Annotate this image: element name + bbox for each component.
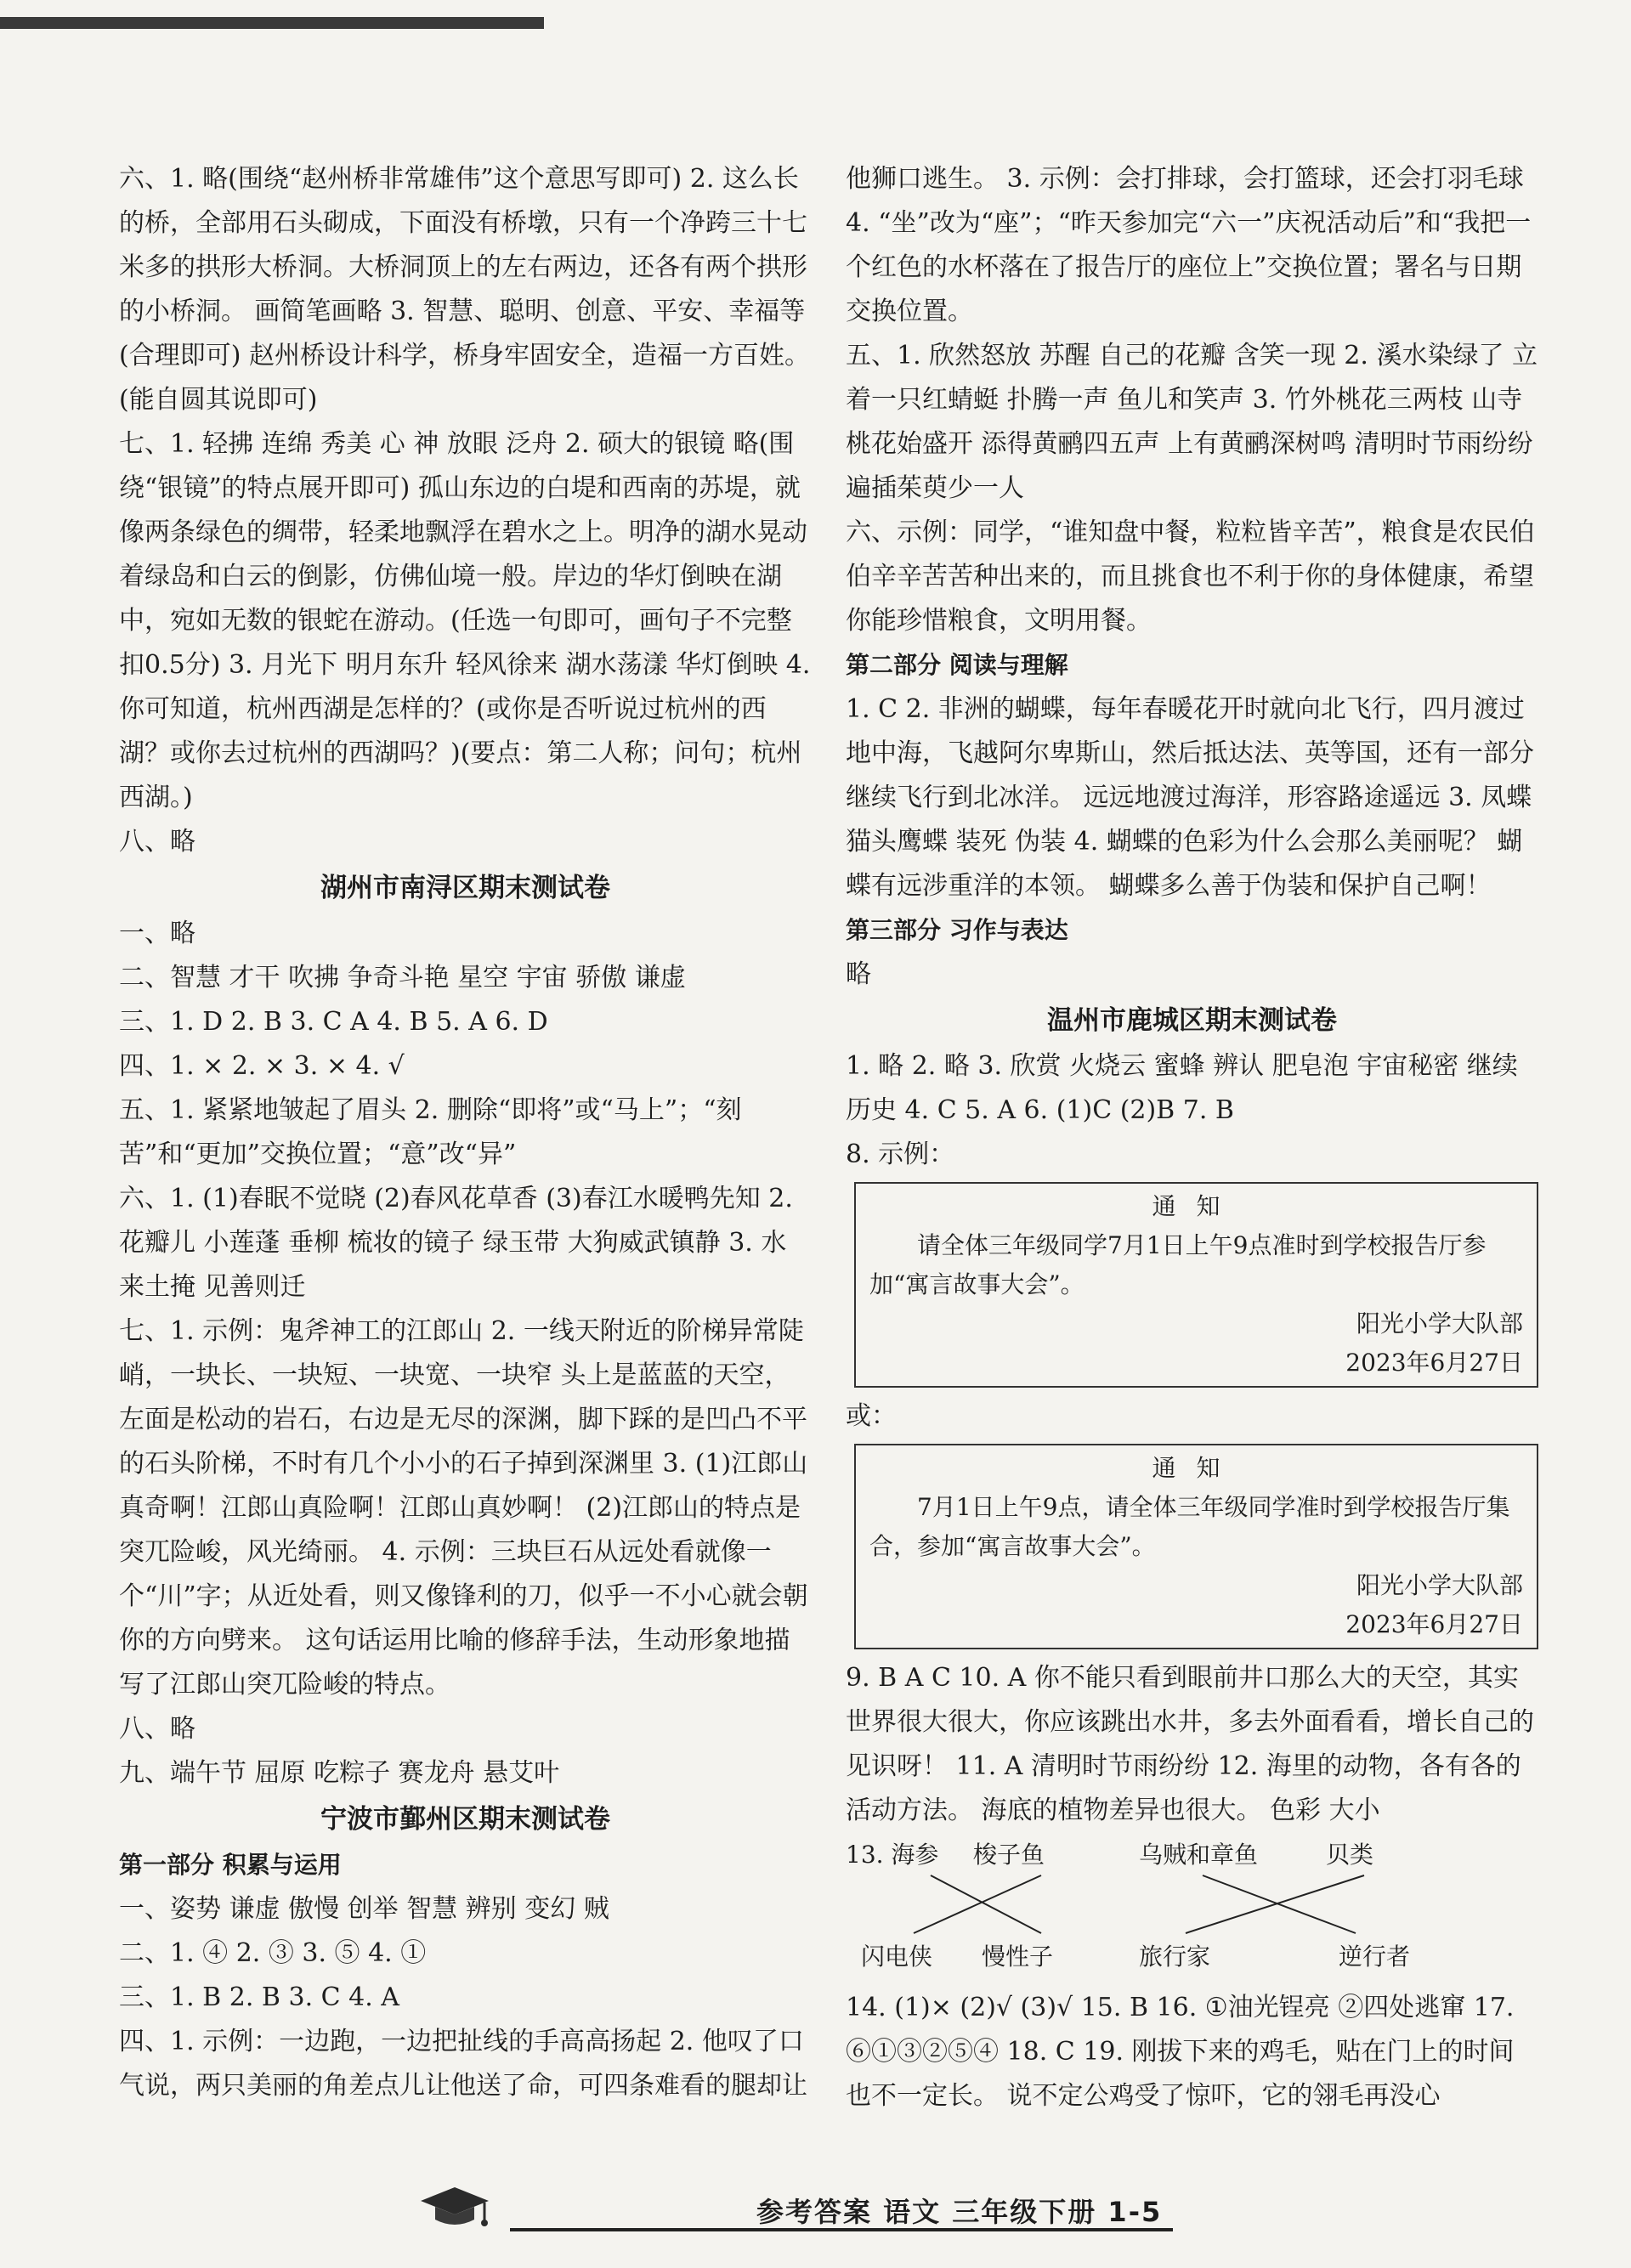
notice-body: 7月1日上午9点，请全体三年级同学准时到学校报告厅集合，参加“寓言故事大会”。 <box>869 1493 1510 1560</box>
answer-paragraph: 四、1. 示例：一边跑，一边把扯线的手高高扬起 2. 他叹了口气说，两只美丽的角差点儿让他送了命，可四条难看的腿却让 <box>119 2027 807 2101</box>
match-lines <box>846 1833 1492 1986</box>
notice-signature: 阳光小学大队部 <box>1356 1309 1523 1338</box>
part-heading: 第一部分 积累与运用 <box>119 1851 342 1879</box>
section-heading: 温州市鹿城区期末测试卷 <box>1047 1005 1337 1036</box>
answer-paragraph: 四、1. × 2. × 3. × 4. √ <box>119 1051 405 1081</box>
match-bottom-item: 旅行家 <box>1139 1943 1211 1971</box>
match-top-item: 乌贼和章鱼 <box>1139 1841 1259 1869</box>
match-line <box>931 1875 1041 1933</box>
match-line <box>914 1875 1041 1933</box>
answer-paragraph: 六、示例：同学，“谁知盘中餐，粒粒皆辛苦”，粮食是农民伯伯辛辛苦苦种出来的，而且挑食也不利于你的身体健康，希望你能珍惜粮食，文明用餐。 <box>846 518 1535 636</box>
match-bottom-item: 慢性子 <box>982 1943 1054 1971</box>
answer-paragraph: 一、略 <box>119 919 195 948</box>
answer-paragraph: 他狮口逃生。 3. 示例：会打排球，会打篮球，还会打羽毛球 4. “坐”改为“座”；“昨天参加完“六一”庆祝活动后”和“我把一个红色的水杯落在了报告厅的座位上”交换位置；署名与日期交换位置。 <box>846 164 1532 326</box>
section-heading: 宁波市鄞州区期末测试卷 <box>320 1804 610 1835</box>
notice-date: 2023年6月27日 <box>1345 1349 1523 1377</box>
match-top-item: 贝类 <box>1326 1841 1374 1869</box>
match-bottom-item: 逆行者 <box>1339 1943 1411 1971</box>
answer-paragraph: 九、端午节 屈原 吃粽子 赛龙舟 悬艾叶 <box>119 1758 560 1788</box>
notice-date: 2023年6月27日 <box>1345 1610 1523 1638</box>
answer-paragraph: 六、1. 略(围绕“赵州桥非常雄伟”这个意思写即可) 2. 这么长的桥，全部用石头砌成，下面没有桥墩，只有一个净跨三十七米多的拱形大桥洞。大桥洞顶上的左右两边，还各有两个拱形的小桥洞。 画简笔画略 3. 智慧、聪明、创意、平安、幸福等(合理即可) 赵州桥设计科学，桥身牢固安全，造福一方百姓。(能自圆其说即可) <box>119 164 810 415</box>
answer-paragraph: 八、略 <box>119 1714 195 1744</box>
answer-paragraph: 五、1. 紧紧地皱起了眉头 2. 删除“即将”或“马上”；“刻苦”和“更加”交换位置；“意”改“异” <box>119 1095 742 1169</box>
answer-paragraph: 1. 略 2. 略 3. 欣赏 火烧云 蜜蜂 辨认 肥皂泡 宇宙秘密 继续 历史 4. C 5. A 6. (1)C (2)B 7. B <box>846 1051 1518 1125</box>
footer-label: 参考答案 语文 三年级下册 1-5 <box>756 2196 1163 2228</box>
answer-paragraph: 一、姿势 谦虚 傲慢 创举 智慧 辨别 变幻 贼 <box>119 1894 609 1924</box>
top-rule <box>0 17 544 29</box>
match-bottom-item: 闪电侠 <box>861 1943 933 1971</box>
notice-title: 通知 <box>1152 1454 1241 1482</box>
notice-title: 通知 <box>1152 1192 1241 1220</box>
section-heading: 湖州市南浔区期末测试卷 <box>320 873 610 903</box>
match-line <box>1203 1875 1356 1933</box>
graduation-cap-icon <box>416 2182 493 2233</box>
answer-paragraph: 六、1. (1)春眠不觉晓 (2)春风花草香 (3)春江水暖鸭先知 2. 花瓣儿 小莲蓬 垂柳 梳妆的镜子 绿玉带 大狗威武镇静 3. 水来土掩 见善则迁 <box>119 1184 793 1302</box>
answer-paragraph: 9. B A C 10. A 你不能只看到眼前井口那么大的天空，其实世界很大很大，你应该跳出水井，多去外面看看，增长自己的见识呀！ 11. A 清明时节雨纷纷 12. 海里的动物，各有各的活动方法。 海底的植物差异也很大。 色彩 大小 <box>846 1663 1534 1825</box>
match-top-item: 梭子鱼 <box>973 1841 1045 1869</box>
match-top-item: 13. 海参 <box>846 1841 939 1869</box>
notice-body: 请全体三年级同学7月1日上午9点准时到学校报告厅参加“寓言故事大会”。 <box>869 1231 1487 1298</box>
page-footer <box>399 2192 1249 2243</box>
answer-paragraph: 七、1. 轻拂 连绵 秀美 心 神 放眼 泛舟 2. 硕大的银镜 略(围绕“银镜”的特点展开即可) 孤山东边的白堤和西南的苏堤，就像两条绿色的绸带，轻柔地飘浮在碧水之上。明净的湖水晃动着绿岛和白云的倒影，仿佛仙境一般。岸边的华灯倒映在湖中，宛如无数的银蛇在游动。(任选一句即可，画句子不完整扣0.5分) 3. 月光下 明月东升 轻风徐来 湖水荡漾 华灯倒映 4. 你可知道，杭州西湖是怎样的？(或你是否听说过杭州的西湖？或你去过杭州的西湖吗？)(要点：第二人称；问句；杭州西湖。) <box>119 429 811 812</box>
answer-paragraph: 1. C 2. 非洲的蝴蝶，每年春暖花开时就向北飞行，四月渡过地中海，飞越阿尔卑斯山，然后抵达法、英等国，还有一部分继续飞行到北冰洋。 远远地渡过海洋，形容路途遥远 3. 凤蝶 猫头鹰蝶 装死 伪装 4. 蝴蝶的色彩为什么会那么美丽呢？ 蝴蝶有远涉重洋的本领。 蝴蝶多么善于伪装和保护自己啊！ <box>846 694 1534 901</box>
notice-box <box>854 1182 1538 1388</box>
right-column <box>846 157 1538 2118</box>
answer-paragraph: 8. 示例： <box>846 1140 955 1169</box>
part-heading: 第三部分 习作与表达 <box>846 916 1068 944</box>
answer-paragraph: 二、1. ④ 2. ③ 3. ⑤ 4. ① <box>119 1938 427 1968</box>
notice-box <box>854 1444 1538 1649</box>
answer-paragraph: 或： <box>846 1401 897 1431</box>
answer-paragraph: 五、1. 欣然怒放 苏醒 自己的花瓣 含笑一现 2. 溪水染绿了 立着一只红蜻蜓 扑腾一声 鱼儿和笑声 3. 竹外桃花三两枝 山寺桃花始盛开 添得黄鹂四五声 上有黄鹂深树鸣 清明时节雨纷纷 遍插茱萸少一人 <box>846 341 1538 503</box>
answer-paragraph: 七、1. 示例：鬼斧神工的江郎山 2. 一线天附近的阶梯异常陡峭，一块长、一块短、一块宽、一块窄 头上是蓝蓝的天空，左面是松动的岩石，右边是无尽的深渊，脚下踩的是凹凸不平的石头阶梯，不时有几个小小的石子掉到深渊里 3. (1)江郎山真奇啊！江郎山真险啊！江郎山真妙啊！ (2)江郎山的特点是突兀险峻，风光绮丽。 4. 示例：三块巨石从远处看就像一个“川”字；从近处看，则又像锋利的刀，似乎一不小心就会朝你的方向劈来。 这句话运用比喻的修辞手法，生动形象地描写了江郎山突兀险峻的特点。 <box>119 1316 808 1700</box>
answer-paragraph: 三、1. D 2. B 3. C A 4. B 5. A 6. D <box>119 1007 548 1037</box>
answer-paragraph: 二、智慧 才干 吹拂 争奇斗艳 星空 宇宙 骄傲 谦虚 <box>119 963 686 993</box>
left-column <box>119 157 812 2108</box>
answer-paragraph: 三、1. B 2. B 3. C 4. A <box>119 1982 399 2012</box>
match-line <box>1186 1875 1364 1933</box>
answer-paragraph: 略 <box>846 959 871 989</box>
answer-paragraph: 14. (1)× (2)√ (3)√ 15. B 16. ①油光锃亮 ②四处逃窜 17. ⑥①③②⑤④ 18. C 19. 刚拔下来的鸡毛，贴在门上的时间也不一定长。 说不定公鸡受了惊吓，它的翎毛再没心 <box>846 1993 1515 2111</box>
matching-exercise <box>846 1833 1538 1986</box>
part-heading: 第二部分 阅读与理解 <box>846 651 1068 679</box>
answer-paragraph: 八、略 <box>119 827 195 857</box>
notice-signature: 阳光小学大队部 <box>1356 1571 1523 1599</box>
